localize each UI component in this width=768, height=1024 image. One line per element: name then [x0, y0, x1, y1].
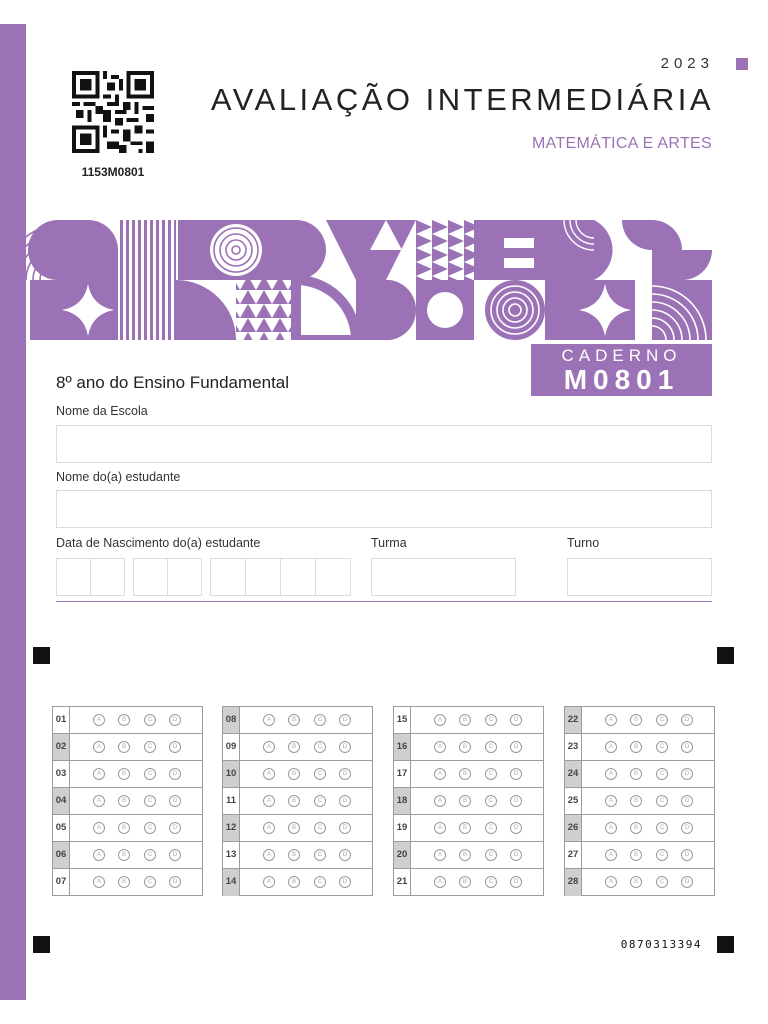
answer-row	[223, 734, 372, 761]
answer-bubble-a[interactable]: A	[605, 822, 617, 834]
question-number: 24	[565, 761, 582, 787]
question-number: 11	[223, 788, 240, 814]
answer-bubble-b[interactable]: B	[118, 849, 130, 861]
answer-row	[394, 842, 543, 869]
answer-bubble-d[interactable]: D	[339, 741, 351, 753]
answer-bubble-c[interactable]: C	[144, 741, 156, 753]
shift-label: Turno	[567, 536, 600, 550]
answer-bubble-c[interactable]: C	[314, 876, 326, 888]
answer-bubble-b[interactable]: B	[630, 741, 642, 753]
student-name-label: Nome do(a) estudante	[56, 470, 181, 484]
answer-bubble-a[interactable]: A	[263, 876, 275, 888]
answer-bubble-d[interactable]: D	[681, 741, 693, 753]
answer-row	[394, 788, 543, 815]
answer-row	[394, 761, 543, 788]
answer-bubble-c[interactable]: C	[485, 714, 497, 726]
answer-bubble-c[interactable]: C	[144, 768, 156, 780]
alignment-mark	[717, 647, 734, 664]
answer-bubble-d[interactable]: D	[339, 876, 351, 888]
answer-bubble-a[interactable]: A	[263, 849, 275, 861]
answer-bubble-c[interactable]: C	[314, 795, 326, 807]
answer-bubble-b[interactable]: B	[630, 714, 642, 726]
answer-bubble-b[interactable]: B	[288, 822, 300, 834]
answer-bubble-b[interactable]: B	[288, 876, 300, 888]
answer-bubble-c[interactable]: C	[144, 795, 156, 807]
answer-bubble-d[interactable]: D	[339, 768, 351, 780]
answer-bubble-b[interactable]: B	[630, 768, 642, 780]
birthdate-digit-box[interactable]	[210, 558, 246, 596]
year-marker	[736, 58, 748, 70]
answer-row	[223, 761, 372, 788]
answer-bubble-c[interactable]: C	[144, 822, 156, 834]
answer-bubble-d[interactable]: D	[169, 714, 181, 726]
answer-row	[394, 707, 543, 734]
year-label: 2023	[660, 55, 714, 72]
answer-bubble-b[interactable]: B	[288, 768, 300, 780]
answer-row	[565, 869, 714, 896]
answer-row	[223, 869, 372, 896]
answer-bubble-c[interactable]: C	[656, 822, 668, 834]
answer-bubble-c[interactable]: C	[485, 768, 497, 780]
question-number: 10	[223, 761, 240, 787]
answer-bubble-d[interactable]: D	[681, 849, 693, 861]
birthdate-digit-box[interactable]	[315, 558, 351, 596]
question-number: 25	[565, 788, 582, 814]
answer-row	[565, 707, 714, 734]
answer-bubble-a[interactable]: A	[605, 876, 617, 888]
booklet-label: CADERNO	[561, 346, 682, 365]
answer-bubble-c[interactable]: C	[144, 876, 156, 888]
question-number: 28	[565, 869, 582, 896]
answer-bubble-b[interactable]: B	[459, 714, 471, 726]
answer-bubble-a[interactable]: A	[93, 795, 105, 807]
qr-code	[72, 71, 154, 153]
school-name-label: Nome da Escola	[56, 404, 148, 418]
question-number: 18	[394, 788, 411, 814]
birthdate-digit-box[interactable]	[133, 558, 168, 596]
birthdate-digit-box[interactable]	[280, 558, 316, 596]
birthdate-digit-box[interactable]	[245, 558, 281, 596]
answer-row	[565, 761, 714, 788]
answer-row	[53, 788, 202, 815]
answer-bubble-a[interactable]: A	[434, 849, 446, 861]
question-number: 01	[53, 707, 70, 733]
question-number: 06	[53, 842, 70, 868]
answer-bubble-a[interactable]: A	[93, 714, 105, 726]
question-number: 16	[394, 734, 411, 760]
answer-bubble-c[interactable]: C	[314, 822, 326, 834]
booklet-code: M0801	[563, 364, 680, 395]
question-number: 04	[53, 788, 70, 814]
answer-bubble-c[interactable]: C	[656, 876, 668, 888]
answer-bubble-d[interactable]: D	[339, 849, 351, 861]
question-number: 19	[394, 815, 411, 841]
question-number: 09	[223, 734, 240, 760]
question-number: 03	[53, 761, 70, 787]
question-number: 02	[53, 734, 70, 760]
answer-bubble-d[interactable]: D	[510, 741, 522, 753]
answer-bubble-d[interactable]: D	[681, 876, 693, 888]
question-number: 14	[223, 869, 240, 896]
answer-bubble-d[interactable]: D	[169, 768, 181, 780]
answer-bubble-b[interactable]: B	[288, 849, 300, 861]
answer-bubble-d[interactable]: D	[681, 768, 693, 780]
answer-bubble-d[interactable]: D	[510, 795, 522, 807]
answer-row	[394, 815, 543, 842]
question-number: 12	[223, 815, 240, 841]
answer-bubble-c[interactable]: C	[485, 849, 497, 861]
answer-bubble-a[interactable]: A	[93, 768, 105, 780]
answer-bubble-a[interactable]: A	[263, 822, 275, 834]
answer-row	[223, 788, 372, 815]
answer-row	[565, 815, 714, 842]
answer-bubble-a[interactable]: A	[434, 822, 446, 834]
birthdate-label: Data de Nascimento do(a) estudante	[56, 536, 261, 550]
answer-bubble-b[interactable]: B	[459, 876, 471, 888]
answer-bubble-a[interactable]: A	[263, 768, 275, 780]
answer-bubble-a[interactable]: A	[434, 768, 446, 780]
class-field[interactable]	[371, 558, 516, 596]
answer-bubble-a[interactable]: A	[605, 741, 617, 753]
answer-bubble-c[interactable]: C	[485, 876, 497, 888]
answer-bubble-b[interactable]: B	[118, 795, 130, 807]
answer-bubble-d[interactable]: D	[681, 714, 693, 726]
answer-bubble-c[interactable]: C	[144, 714, 156, 726]
answer-bubble-c[interactable]: C	[485, 822, 497, 834]
birthdate-digit-box[interactable]	[56, 558, 91, 596]
subject-label: MATEMÁTICA E ARTES	[532, 135, 712, 152]
answer-bubble-b[interactable]: B	[459, 795, 471, 807]
answer-bubble-c[interactable]: C	[656, 795, 668, 807]
answer-bubble-b[interactable]: B	[630, 849, 642, 861]
answer-row	[565, 734, 714, 761]
answer-bubble-a[interactable]: A	[605, 714, 617, 726]
birthdate-digit-box[interactable]	[167, 558, 202, 596]
alignment-mark	[33, 936, 50, 953]
answer-bubble-b[interactable]: B	[630, 795, 642, 807]
booklet-badge	[531, 344, 712, 396]
answer-bubble-d[interactable]: D	[510, 768, 522, 780]
answer-block	[393, 706, 544, 896]
student-name-field[interactable]	[56, 490, 712, 528]
question-number: 26	[565, 815, 582, 841]
answer-bubble-a[interactable]: A	[263, 741, 275, 753]
class-label: Turma	[371, 536, 407, 550]
answer-bubble-b[interactable]: B	[288, 714, 300, 726]
answer-bubble-b[interactable]: B	[459, 849, 471, 861]
answer-row	[223, 815, 372, 842]
answer-bubble-d[interactable]: D	[681, 822, 693, 834]
answer-row	[53, 869, 202, 896]
section-divider	[56, 601, 712, 602]
question-number: 13	[223, 842, 240, 868]
answer-bubble-d[interactable]: D	[510, 849, 522, 861]
question-number: 08	[223, 707, 240, 733]
answer-bubble-a[interactable]: A	[434, 795, 446, 807]
birthdate-digit-box[interactable]	[90, 558, 125, 596]
question-number: 05	[53, 815, 70, 841]
answer-row	[53, 707, 202, 734]
answer-bubble-a[interactable]: A	[605, 768, 617, 780]
answer-bubble-c[interactable]: C	[144, 849, 156, 861]
answer-bubble-c[interactable]: C	[485, 741, 497, 753]
answer-bubble-b[interactable]: B	[630, 822, 642, 834]
answer-bubble-b[interactable]: B	[118, 768, 130, 780]
answer-bubble-c[interactable]: C	[314, 741, 326, 753]
answer-bubble-b[interactable]: B	[288, 741, 300, 753]
answer-row	[394, 869, 543, 896]
answer-bubble-a[interactable]: A	[93, 822, 105, 834]
answer-bubble-a[interactable]: A	[605, 795, 617, 807]
shift-field[interactable]	[567, 558, 712, 596]
question-number: 21	[394, 869, 411, 896]
answer-row	[565, 788, 714, 815]
answer-block	[222, 706, 373, 896]
answer-bubble-b[interactable]: B	[288, 795, 300, 807]
question-number: 27	[565, 842, 582, 868]
answer-row	[565, 842, 714, 869]
left-color-bar	[0, 24, 26, 1000]
answer-bubble-d[interactable]: D	[169, 849, 181, 861]
answer-bubble-d[interactable]: D	[169, 876, 181, 888]
answer-bubble-b[interactable]: B	[459, 768, 471, 780]
answer-bubble-c[interactable]: C	[314, 768, 326, 780]
answer-bubble-d[interactable]: D	[169, 741, 181, 753]
answer-bubble-b[interactable]: B	[118, 876, 130, 888]
answer-bubble-a[interactable]: A	[263, 714, 275, 726]
answer-bubble-d[interactable]: D	[510, 822, 522, 834]
answer-bubble-b[interactable]: B	[630, 876, 642, 888]
answer-row	[223, 842, 372, 869]
answer-bubble-d[interactable]: D	[510, 714, 522, 726]
answer-row	[394, 734, 543, 761]
question-number: 20	[394, 842, 411, 868]
answer-bubble-d[interactable]: D	[681, 795, 693, 807]
answer-row	[53, 842, 202, 869]
grade-label: 8º ano do Ensino Fundamental	[56, 373, 290, 392]
answer-bubble-d[interactable]: D	[339, 795, 351, 807]
school-name-field[interactable]	[56, 425, 712, 463]
question-number: 07	[53, 869, 70, 896]
answer-bubble-b[interactable]: B	[459, 822, 471, 834]
answer-bubble-b[interactable]: B	[118, 822, 130, 834]
question-number: 23	[565, 734, 582, 760]
answer-bubble-c[interactable]: C	[314, 714, 326, 726]
question-number: 15	[394, 707, 411, 733]
answer-bubble-a[interactable]: A	[434, 741, 446, 753]
answer-bubble-a[interactable]: A	[434, 876, 446, 888]
answer-row	[53, 815, 202, 842]
answer-bubble-c[interactable]: C	[485, 795, 497, 807]
answer-bubble-a[interactable]: A	[93, 876, 105, 888]
answer-row	[223, 707, 372, 734]
qr-code-text: 1153M0801	[81, 165, 145, 179]
answer-bubble-b[interactable]: B	[118, 714, 130, 726]
answer-row	[53, 761, 202, 788]
page-title: AVALIAÇÃO INTERMEDIÁRIA	[210, 82, 714, 117]
answer-block	[564, 706, 715, 896]
answer-bubble-c[interactable]: C	[656, 768, 668, 780]
answer-bubble-c[interactable]: C	[656, 714, 668, 726]
answer-bubble-b[interactable]: B	[459, 741, 471, 753]
serial-number: 0870313394	[620, 938, 702, 951]
alignment-mark	[717, 936, 734, 953]
answer-bubble-c[interactable]: C	[656, 741, 668, 753]
answer-bubble-d[interactable]: D	[339, 714, 351, 726]
answer-bubble-b[interactable]: B	[118, 741, 130, 753]
answer-bubble-d[interactable]: D	[169, 822, 181, 834]
question-number: 17	[394, 761, 411, 787]
answer-bubble-c[interactable]: C	[314, 849, 326, 861]
answer-block	[52, 706, 203, 896]
answer-bubble-a[interactable]: A	[434, 714, 446, 726]
alignment-mark	[33, 647, 50, 664]
decorative-banner	[0, 220, 768, 340]
question-number: 22	[565, 707, 582, 733]
answer-bubble-d[interactable]: D	[169, 795, 181, 807]
answer-bubble-d[interactable]: D	[510, 876, 522, 888]
answer-bubble-c[interactable]: C	[656, 849, 668, 861]
answer-bubble-d[interactable]: D	[339, 822, 351, 834]
answer-bubble-a[interactable]: A	[93, 849, 105, 861]
answer-bubble-a[interactable]: A	[93, 741, 105, 753]
answer-row	[53, 734, 202, 761]
answer-bubble-a[interactable]: A	[605, 849, 617, 861]
answer-bubble-a[interactable]: A	[263, 795, 275, 807]
